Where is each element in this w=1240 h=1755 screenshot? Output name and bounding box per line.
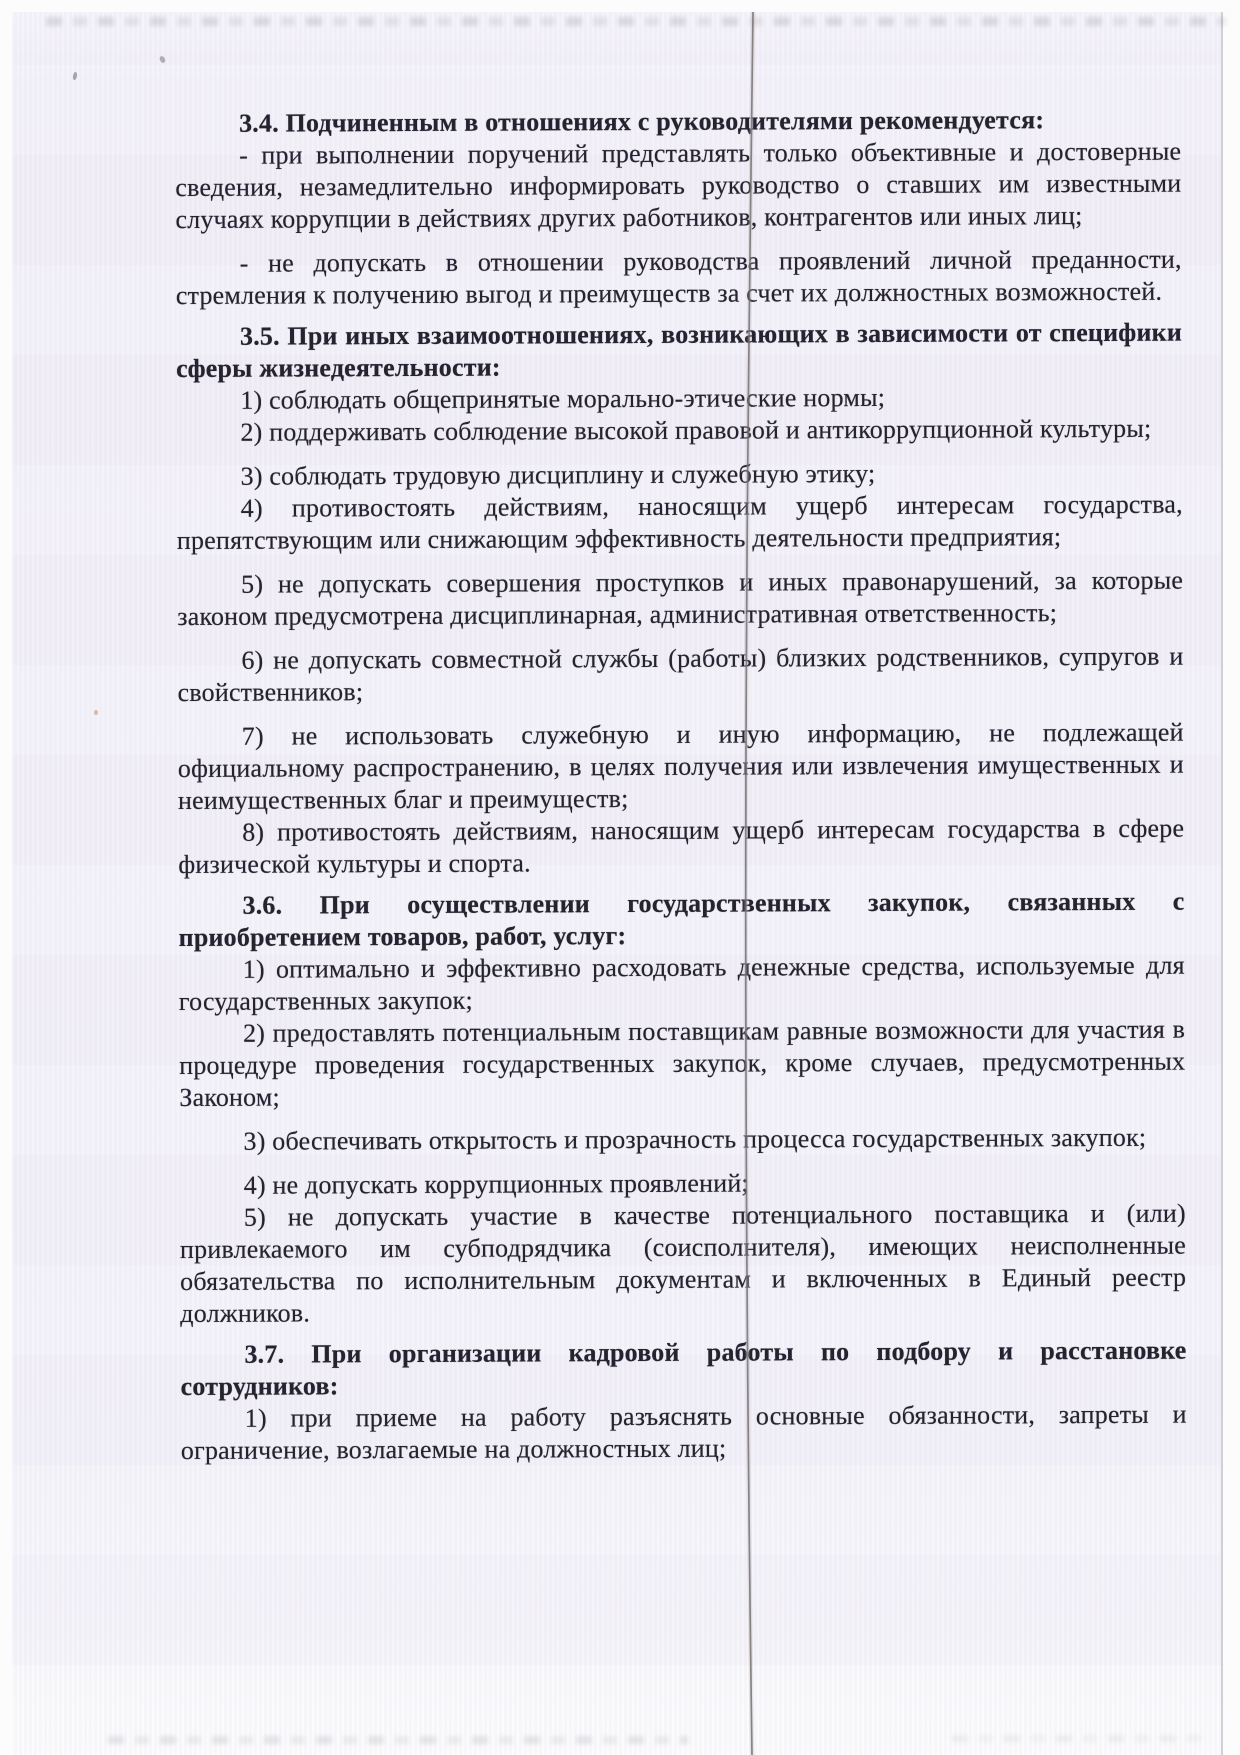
section-heading-3-7: 3.7. При организации кадровой работы по подбору и расстановке сотрудников:: [180, 1335, 1187, 1401]
document-body-text: [175, 104, 1187, 1467]
bleed-through-ghost-text-bottom-right: [952, 1735, 1202, 1742]
bleed-through-ghost-text-bottom: [108, 1736, 688, 1744]
item-3-5-4: 4) противостоять действиям, наносящим ущерб интересам государства, препятствующим или снижающим эффективность деятельности предприятия;: [176, 489, 1183, 555]
item-3-4-dash-1: - при выполнении поручений представлять только объективные и достоверные сведения, незамедлительно информировать руководство о ставших им известными случаях коррупции в действиях других работников, контрагентов или иных лиц;: [175, 136, 1182, 234]
section-heading-3-5: 3.5. При иных взаимоотношениях, возникающих в зависимости от специфики сферы жизнедеятельности:: [176, 317, 1183, 383]
item-3-5-7: 7) не использовать служебную и иную информацию, не подлежащей официальному распространению, в целях получения или извлечения имущественных и неимущественных благ и преимуществ;: [177, 717, 1184, 815]
item-3-6-2: 2) предоставлять потенциальным поставщикам равные возможности для участия в процедуре проведения государственных закупок, кроме случаев, предусмотренных Законом;: [179, 1014, 1186, 1112]
item-3-5-2: 2) поддерживать соблюдение высокой правовой и антикоррупционной культуры;: [240, 413, 1152, 447]
item-3-6-3: 3) обеспечивать открытость и прозрачность процесса государственных закупок;: [243, 1122, 1147, 1156]
item-3-6-4: 4) не допускать коррупционных проявлений;: [243, 1168, 749, 1200]
scan-speck: [159, 55, 166, 63]
paper-sheet: [12, 12, 1223, 1755]
item-3-5-5: 5) не допускать совершения проступков и иных правонарушений, за которые законом предусмотрена дисциплинарная, административная ответственность;: [177, 565, 1184, 631]
item-3-6-1: 1) оптимально и эффективно расходовать денежные средства, используемые для государственных закупок;: [178, 950, 1185, 1016]
section-heading-3-6: 3.6. При осуществлении государственных закупок, связанных с приобретением товаров, работ, услуг:: [178, 886, 1185, 952]
item-3-6-5: 5) не допускать участие в качестве потенциального поставщика и (или) привлекаемого им субподрядчика (соисполнителя), имеющих неисполненные обязательства по исполнительным документам и включенных в Единый реестр должников.: [179, 1198, 1187, 1328]
item-3-5-8: 8) противостоять действиям, наносящим ущерб интересам государства в сфере физической культуры и спорта.: [178, 813, 1185, 879]
item-3-5-6: 6) не допускать совместной службы (работы) близких родственников, супругов и свойственников;: [177, 641, 1184, 707]
scan-speck: [94, 710, 98, 715]
item-3-5-1: 1) соблюдать общепринятые морально-этические нормы;: [240, 382, 886, 415]
item-3-4-dash-2: - не допускать в отношении руководства проявлений личной преданности, стремления к получению выгод и преимуществ за счет их должностных возможностей.: [175, 244, 1182, 310]
section-heading-3-4: 3.4. Подчиненным в отношениях с руководителями рекомендуется:: [239, 105, 1045, 138]
item-3-7-1: 1) при приеме на работу разъяснять основные обязанности, запреты и ограничение, возлагаемые на должностных лиц;: [180, 1399, 1187, 1465]
item-3-5-3: 3) соблюдать трудовую дисциплину и служебную этику;: [240, 458, 876, 491]
scan-speck: [72, 72, 78, 81]
bleed-through-ghost-text-top: [46, 17, 1226, 26]
